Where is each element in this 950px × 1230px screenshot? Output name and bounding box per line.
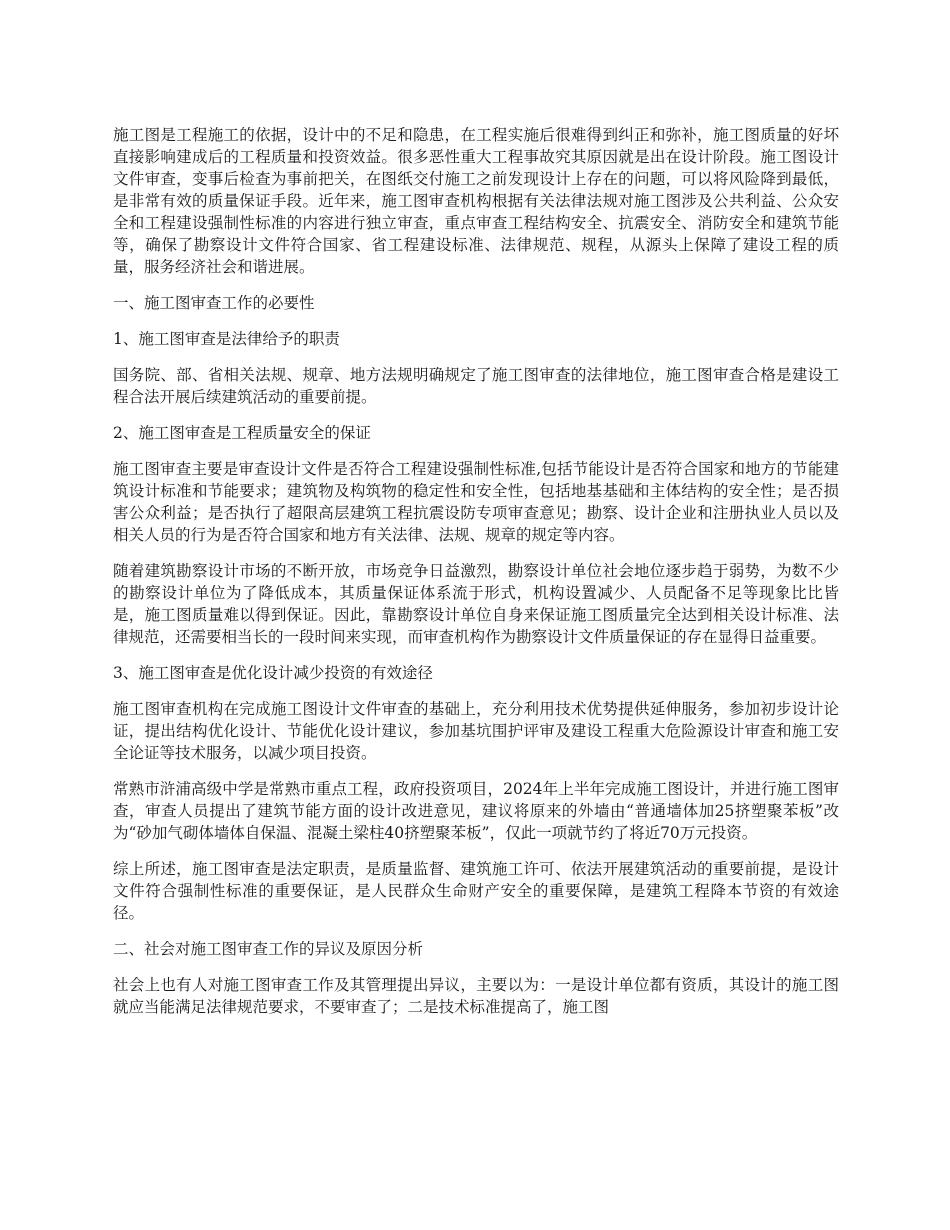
document-body [113, 124, 839, 1032]
section-heading-1: 一、施工图审查工作的必要性 [113, 294, 315, 312]
paragraph-summary: 综上所述，施工图审查是法定职责，是质量监督、建筑施工许可、依法开展建筑活动的重要前提，是设计文件符合强制性标准的重要保证，是人民群众生命财产安全的重要保障，是建筑工程降本节资的有效途径。 [113, 860, 839, 922]
subheading-1-1: 1、施工图审查是法律给予的职责 [113, 330, 340, 348]
subheading-1-3: 3、施工图审查是优化设计减少投资的有效途径 [113, 664, 433, 682]
subheading-1-2: 2、施工图审查是工程质量安全的保证 [113, 424, 371, 442]
section-heading-2: 二、社会对施工图审查工作的异议及原因分析 [113, 940, 424, 958]
paragraph-market-competition: 随着建筑勘察设计市场的不断开放，市场竞争日益激烈，勘察设计单位社会地位逐步趋于弱势，为数不少的勘察设计单位为了降低成本，其质量保证体系流于形式，机构设置减少、人员配备不足等现象比比皆是，施工图质量难以得到保证。因此，靠勘察设计单位自身来保证施工图质量完全达到相关设计标准、法律规范，还需要相当长的一段时间来实现，而审查机构作为勘察设计文件质量保证的存在显得日益重要。 [113, 562, 839, 646]
intro-paragraph: 施工图是工程施工的依据，设计中的不足和隐患，在工程实施后很难得到纠正和弥补，施工图质量的好坏直接影响建成后的工程质量和投资效益。很多恶性重大工程事故究其原因就是出在设计阶段。施工图设计文件审查，变事后检查为事前把关，在图纸交付施工之前发现设计上存在的问题，可以将风险降到最低，是非常有效的质量保证手段。近年来，施工图审查机构根据有关法律法规对施工图涉及公共利益、公众安全和工程建设强制性标准的内容进行独立审查，重点审查工程结构安全、抗震安全、消防安全和建筑节能等，确保了勘察设计文件符合国家、省工程建设标准、法律规范、规程，从源头上保障了建设工程的质量，服务经济社会和谐进展。 [113, 126, 839, 276]
paragraph-case-study: 常熟市浒浦高级中学是常熟市重点工程，政府投资项目，2024年上半年完成施工图设计，并进行施工图审查，审查人员提出了建筑节能方面的设计改进意见，建议将原来的外墙由“普通墙体加25挤塑聚苯板”改为“砂加气砌体墙体自保温、混凝土梁柱40挤塑聚苯板”，仅此一项就节约了将近70万元投资。 [113, 780, 839, 842]
paragraph-extended-services: 施工图审查机构在完成施工图设计文件审查的基础上，充分利用技术优势提供延伸服务，参加初步设计论证，提出结构优化设计、节能优化设计建议，参加基坑围护评审及建设工程重大危险源设计审查和施工安全论证等技术服务，以减少项目投资。 [113, 700, 839, 762]
paragraph-objections: 社会上也有人对施工图审查工作及其管理提出异议，主要以为：一是设计单位都有资质，其设计的施工图就应当能满足法律规范要求，不要审查了；二是技术标准提高了，施工图 [113, 976, 839, 1016]
paragraph-review-scope: 施工图审查主要是审查设计文件是否符合工程建设强制性标准,包括节能设计是否符合国家和地方的节能建筑设计标准和节能要求；建筑物及构筑物的稳定性和安全性，包括地基基础和主体结构的安全性；是否损害公众利益；是否执行了超限高层建筑工程抗震设防专项审查意见；勘察、设计企业和注册执业人员以及相关人员的行为是否符合国家和地方有关法律、法规、规章的规定等内容。 [113, 460, 839, 544]
paragraph-legal-status: 国务院、部、省相关法规、规章、地方法规明确规定了施工图审查的法律地位，施工图审查合格是建设工程合法开展后续建筑活动的重要前提。 [113, 366, 839, 406]
